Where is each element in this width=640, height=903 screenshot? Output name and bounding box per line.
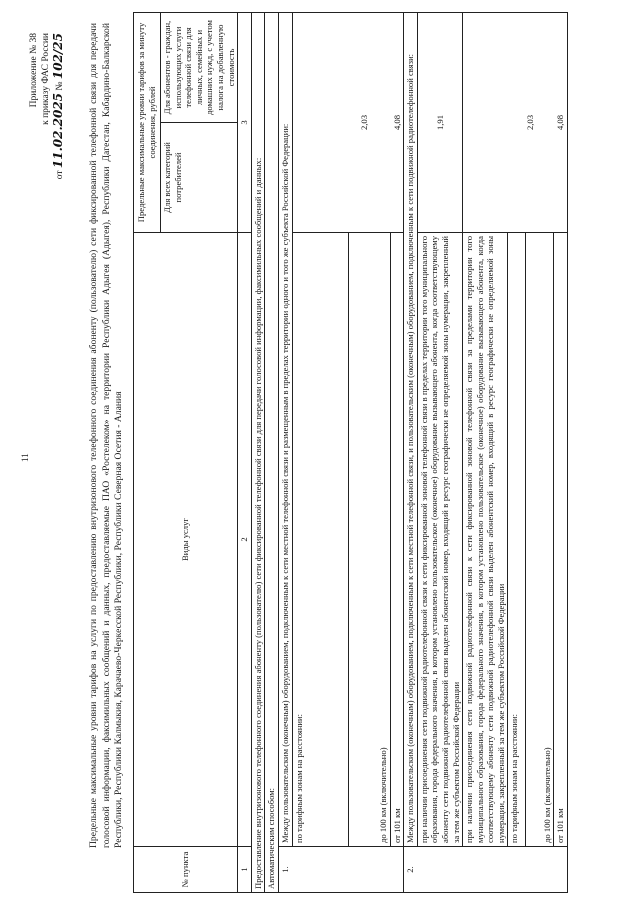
auto-method-label: Автоматическим способом: [265, 12, 279, 892]
approval-date-prefix: от [55, 170, 65, 180]
approval-block [28, 33, 66, 203]
table-header-row [134, 12, 161, 892]
item-number-1: 1. [278, 847, 403, 893]
item-2-case-b: при наличии присоединения сети подвижной радиотелефонной связи к сети фиксированной зоновой телефонной связи за пределами территории того муниципального образования, города федерального значения, в котором установлено пользовательское (оконечное) оборудование вызывающего абонента, когда соответствующему абоненту сети подвижной радиотелефонной связи выделен абонентский номер, входящий в ресурс географически не определяемой зоны нумерации, закрепленный за тем же субъектом Российской Федерации [463, 233, 508, 847]
item-1-zones-label: по тарифным зонам на расстоянии: [292, 233, 348, 847]
item-2-zone2-label: от 101 км [554, 233, 568, 847]
section-title: Предоставление внутризонового телефонного соединения абоненту (пользователю) сети фиксированной телефонной связи для передачи голосовой информации, факсимильных сообщений и данных: [251, 12, 265, 892]
header-tariff-levels: Предельные максимальные уровни тарифов за минуту соединения, рублей [134, 12, 161, 232]
item-1-zone2-value: 4,08 [391, 114, 402, 131]
approval-line-date [52, 33, 66, 203]
item-number-2: 2. [404, 847, 568, 893]
table-row [278, 12, 292, 892]
table-row-method [265, 12, 279, 892]
handwritten-date: 11.02.2025 [51, 92, 65, 169]
header-item-number: № пункта [134, 847, 238, 893]
page-number: 11 [20, 453, 30, 462]
item-1-zone2-label: от 101 км [390, 233, 404, 847]
tariff-table [133, 12, 568, 893]
header-all-consumers: Для всех категорий потребителей [161, 123, 238, 233]
item-2-case-a: при наличии присоединения сети подвижной радиотелефонной связи к сети фиксированной зоновой телефонной связи в пределах территории того муниципального образования, города федерального значения, в котором установлено пользовательское (оконечное) оборудование вызывающего абонента, когда соответствующему абоненту сети подвижной радиотелефонной связи выделен абонентский номер, входящий в ресурс географически не определяемой зоны нумерации, закрепленный за тем же субъектом Российской Федерации [417, 233, 462, 847]
approval-number-prefix: № [55, 81, 65, 91]
table-row [417, 12, 462, 892]
document-heading: Предельные максимальные уровни тарифов на услуги по предоставлению внутризонового телефонного соединения абоненту (пользователю) сети фиксированной телефонной связи для передачи голосовой информации, факсимильных сообщений и данных, предоставляемые ПАО «Ростелеком» на территории Республики Адыгея (Адыгея), Республики Дагестан, Кабардино-Балкарской Республики, Республики Калмыкия, Карачаево-Черкесской Республики, Республики Северная Осетия - Алания [88, 23, 124, 848]
table-row [292, 12, 348, 892]
item-2-zones-label: по тарифным зонам на расстоянии: [508, 233, 526, 847]
item-1-values [292, 12, 404, 232]
approval-line-order: к приказу ФАС России [41, 33, 51, 125]
item-2-values [463, 12, 568, 232]
column-index-2: 2 [238, 233, 252, 847]
item-2-title: Между пользовательским (оконечным) оборудованием, подключенным к сети местной телефонной связи, и пользовательским (оконечным) оборудованием, подключенным к сети подвижной радиотелефонной связи: [404, 12, 418, 846]
column-index-1: 1 [238, 847, 252, 893]
header-service-types: Виды услуг [134, 233, 238, 847]
table-index-row [238, 12, 252, 892]
column-index-3: 3 [238, 12, 252, 232]
item-1-zone1-label: до 100 км (включительно) [348, 233, 390, 847]
header-citizen-subscribers: Для абонентов - граждан, использующих услуги телефонной связи для личных, семейных и домашних нужд, с учетом налога на добавленную стоимость [161, 12, 238, 122]
table-row [463, 12, 508, 892]
item-2-zone1-value: 2,03 [524, 114, 535, 131]
table-row-section [251, 12, 265, 892]
item-2-zone1-label: до 100 км (включительно) [526, 233, 554, 847]
item-1-title: Между пользовательским (оконечным) оборудованием, подключенным к сети местной телефонной связи и размещенным в пределах территории одного и того же субъекта Российской Федерации: [278, 12, 292, 846]
item-2-zone2-value: 4,08 [555, 114, 566, 131]
handwritten-order-number: 102/25 [51, 33, 65, 80]
approval-line-annex: Приложение № 38 [29, 33, 39, 108]
item-2-case-a-value: 1,91 [417, 12, 462, 232]
item-1-zone1-value: 2,03 [358, 114, 369, 131]
table-row [404, 12, 418, 892]
